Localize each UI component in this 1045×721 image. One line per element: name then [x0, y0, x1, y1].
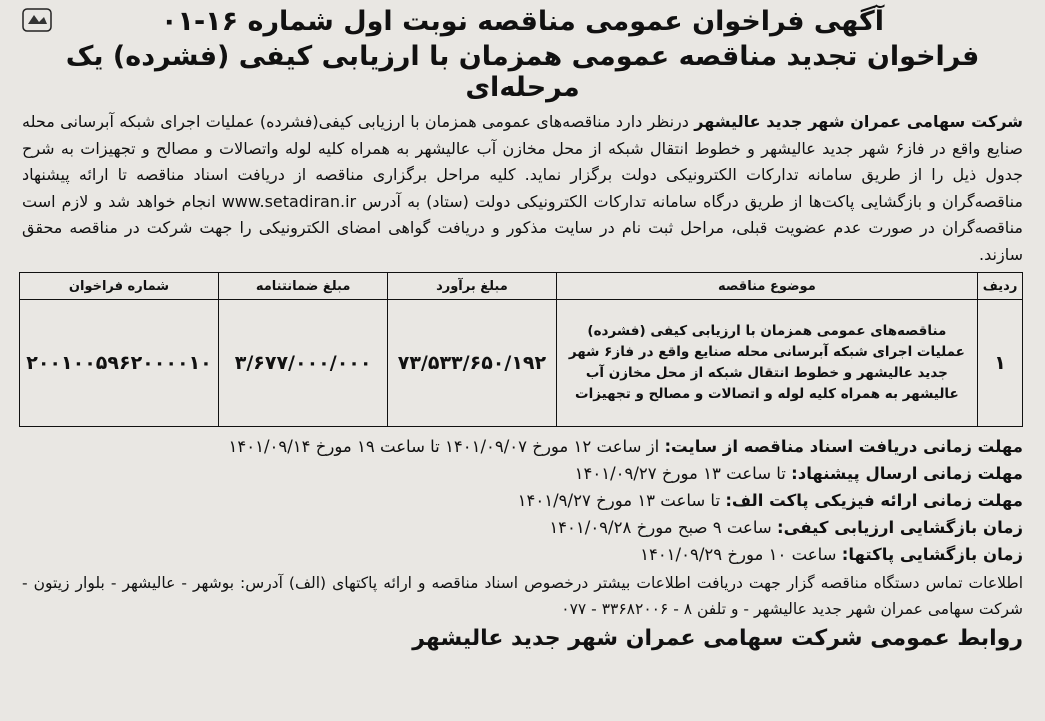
deadline-list — [22, 433, 1023, 568]
table-header-row — [20, 273, 1023, 300]
cell-subject: مناقصه‌های عمومی همزمان با ارزیابی کیفی (فشرده) عملیات اجرای شبکه آبرسانی محله صنایع واقع در فاز۶ شهر جدید عالیشهر و خطوط انتقال شبکه از محل مخازن آب عالیشهر به همراه کلیه لوله و اتصالات و مصالح و تجهیزات — [556, 300, 978, 427]
deadline-quality-opening — [22, 514, 1023, 541]
cell-bond: ۳/۶۷۷/۰۰۰/۰۰۰ — [218, 300, 387, 427]
deadline-value: تا ساعت ۱۳ مورخ ۱۴۰۱/۰۹/۲۷ — [574, 464, 792, 484]
table-row — [20, 300, 1023, 427]
deadline-label: زمان بازگشایی ارزیابی کیفی: — [776, 518, 1023, 538]
cell-call-number: ۲۰۰۱۰۰۵۹۶۲۰۰۰۰۱۰ — [20, 300, 219, 427]
header-bond: مبلغ ضمانتنامه — [218, 273, 387, 300]
contact-info: اطلاعات تماس دستگاه مناقصه گزار جهت دریافت اطلاعات بیشتر درخصوص اسناد مناقصه و ارائه پاکتهای (الف) آدرس: بوشهر - عالیشهر - بلوار زیتون - شرکت سهامی عمران شهر جدید عالیشهر - و تلفن ۸ - ۳۳۶۸۲۰۰۶ - ۰۷۷ — [22, 574, 1023, 619]
ad-subtitle: فراخوان تجدید مناقصه عمومی همزمان با ارزیابی کیفی (فشرده) یک مرحله‌ای — [65, 41, 980, 104]
deadline-value: تا ساعت ۱۳ مورخ ۱۴۰۱/۹/۲۷ — [517, 491, 726, 511]
deadline-label: مهلت زمانی ارائه فیزیکی پاکت الف: — [725, 491, 1023, 511]
ad-title: آگهی فراخوان عمومی مناقصه نوبت اول شماره ۱۶-۰۱ — [160, 6, 885, 37]
deadline-envelope-a — [22, 487, 1023, 514]
publisher-logo-icon — [22, 8, 52, 32]
intro-paragraph — [22, 109, 1023, 268]
deadline-value: ساعت ۹ صبح مورخ ۱۴۰۱/۰۹/۲۸ — [549, 518, 777, 538]
tender-table — [19, 272, 1023, 427]
deadline-label: زمان بازگشایی پاکتها: — [841, 545, 1023, 565]
deadline-label: مهلت زمانی ارسال پیشنهاد: — [791, 464, 1023, 484]
deadline-document-download — [22, 433, 1023, 460]
header-estimate: مبلغ برآورد — [388, 273, 556, 300]
header-row-number: ردیف — [978, 273, 1023, 300]
deadline-value: از ساعت ۱۲ مورخ ۱۴۰۱/۰۹/۰۷ تا ساعت ۱۹ مورخ ۱۴۰۱/۰۹/۱۴ — [228, 437, 665, 457]
deadline-bid-submission — [22, 460, 1023, 487]
deadline-label: مهلت زمانی دریافت اسناد مناقصه از سایت: — [664, 437, 1023, 457]
deadline-value: ساعت ۱۰ مورخ ۱۴۰۱/۰۹/۲۹ — [640, 545, 842, 565]
deadline-envelope-opening — [22, 541, 1023, 568]
footer-signature: روابط عمومی شرکت سهامی عمران شهر جدید عالیشهر — [412, 626, 1023, 652]
header-call-number: شماره فراخوان — [20, 273, 219, 300]
company-name: شرکت سهامی عمران شهر جدید عالیشهر — [694, 112, 1024, 132]
intro-body: درنظر دارد مناقصه‌های عمومی همزمان با ارزیابی کیفی(فشرده) عملیات اجرای شبکه آبرسانی محله صنایع واقع در فاز۶ شهر جدید عالیشهر و خطوط انتقال شبکه از محل مخازن آب عالیشهر به همراه کلیه لوله واتصالات و مصالح و تجهیزات به شرح جدول ذیل را از طریق سامانه تدارکات الکترونیکی دولت برگزار نماید. کلیه مراحل برگزاری مناقصه از دریافت اسناد مناقصه تا ارائه پیشنهاد مناقصه‌گران و بازگشایی پاکت‌ها از طریق درگاه سامانه تدارکات الکترونیکی دولت (ستاد) به آدرس www.setadiran.ir انجام خواهد شد و لازم است مناقصه‌گران در صورت عدم عضویت قبلی، مراحل ثبت نام در سایت مذکور و دریافت گواهی امضای الکترونیکی را جهت شرکت در مناقصه محقق سازند. — [22, 112, 1024, 264]
header-subject: موضوع مناقصه — [556, 273, 978, 300]
cell-row-number: ۱ — [978, 300, 1023, 427]
cell-estimate: ۷۳/۵۳۳/۶۵۰/۱۹۲ — [388, 300, 556, 427]
